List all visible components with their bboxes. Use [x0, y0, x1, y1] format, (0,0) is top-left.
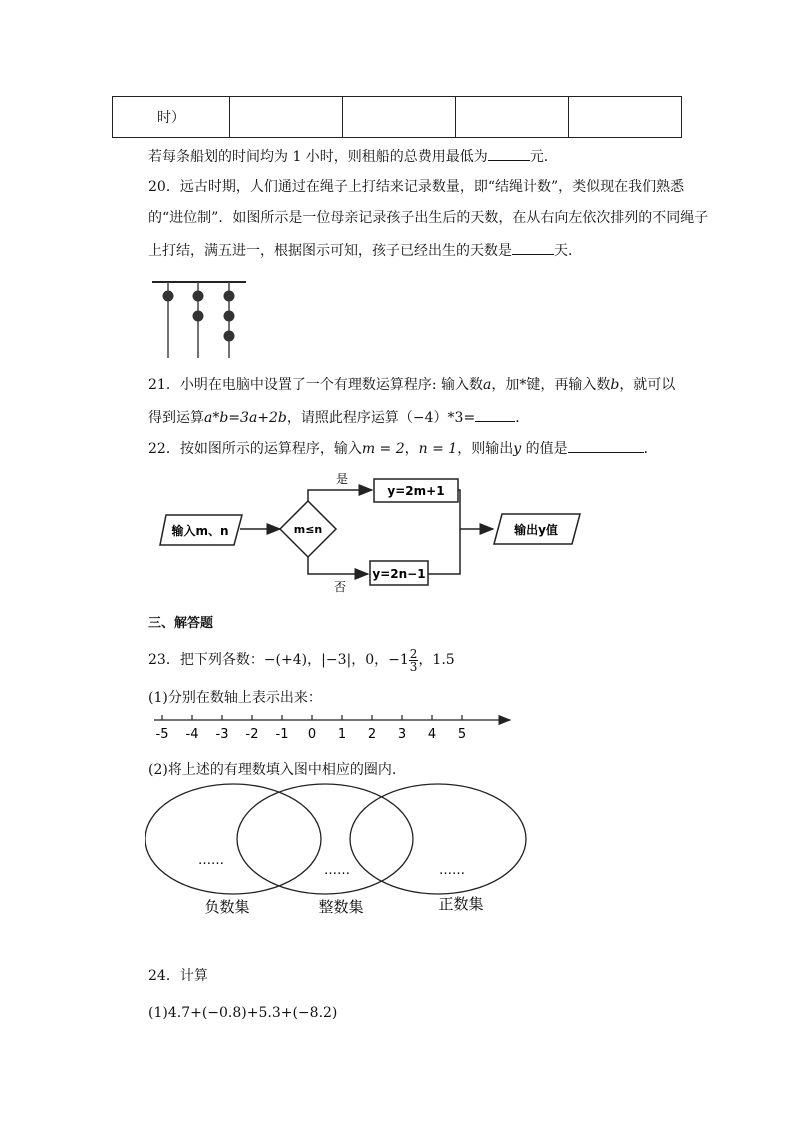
q19-suffix: 元．	[529, 149, 558, 165]
axis-tick-label: 1	[337, 727, 347, 742]
section-title: 三、解答题	[148, 616, 214, 631]
rope-knot	[193, 291, 204, 302]
rope-knot	[224, 311, 235, 322]
q23-line	[148, 647, 455, 673]
comma: ，	[418, 652, 433, 668]
venn-dots: ……	[324, 863, 350, 878]
table-cell	[456, 97, 569, 138]
q20-line3	[148, 240, 582, 261]
operation-flowchart	[150, 465, 590, 600]
q22-sep: ，	[404, 441, 419, 457]
axis-tick-label: -5	[155, 727, 169, 742]
q23-part1: (1)分别在数轴上表示出来：	[148, 690, 322, 706]
axis-tick-label: 3	[397, 727, 407, 742]
q20-line3-text: 上打结，满五进一，根据图示可知，孩子已经出生的天数是	[148, 243, 512, 259]
q21-text-c: ，就可以	[619, 377, 676, 393]
number-3: 0	[365, 652, 375, 668]
axis-tick-label: 0	[307, 727, 317, 742]
q21-suffix: ．	[515, 410, 530, 426]
table-cell	[569, 97, 682, 138]
var-a: a	[482, 377, 492, 393]
yes-arrow	[308, 490, 372, 501]
fraction-numerator: 2	[409, 646, 418, 661]
table-cell	[230, 97, 343, 138]
venn-label-integer: 整数集	[318, 898, 364, 916]
number-1: −(+4)	[263, 652, 308, 668]
q23-lead: 23．把下列各数：	[148, 652, 264, 668]
q21-line1	[148, 375, 675, 395]
q21-expression: a*b=3a+2b	[204, 410, 287, 426]
axis-tick-label: -1	[275, 727, 289, 742]
table-cell	[343, 97, 456, 138]
q21-text-b: ，加*键，再输入数	[491, 377, 611, 393]
no-arrow	[308, 557, 368, 574]
answer-blank[interactable]	[488, 146, 530, 161]
axis-tick-label: -2	[245, 727, 259, 742]
number-line[interactable]	[150, 708, 520, 744]
fraction-denominator: 3	[409, 659, 418, 674]
venn-dots: ……	[198, 853, 224, 868]
knot-rope-figure	[148, 276, 250, 360]
venn-label-negative: 负数集	[204, 898, 250, 916]
q22-text-c: 的值是	[521, 441, 568, 457]
q24-title: 24．计算	[148, 968, 208, 984]
venn-label-positive: 正数集	[438, 895, 484, 913]
comma: ，	[351, 652, 366, 668]
rope-knot	[224, 331, 235, 342]
q20-line2: 的“进位制”．如图所示是一位母亲记录孩子出生后的天数，在从右向左依次排列的不同绳子	[148, 210, 709, 226]
axis-tick-label: 2	[367, 727, 377, 742]
q22-line	[148, 438, 658, 459]
q20-suffix: 天．	[554, 243, 582, 259]
number-2: |−3|	[321, 652, 352, 668]
q22-text-a: 22．按如图所示的运算程序，输入	[148, 441, 362, 457]
yes-box-label: y=2m+1	[387, 484, 445, 498]
axis-tick-label: 5	[457, 727, 467, 742]
var-y: y	[513, 441, 522, 457]
no-box-label: y=2n−1	[372, 567, 426, 581]
number-4-integer: −1	[388, 652, 409, 668]
q22-text-b: ，则输出	[457, 441, 514, 457]
q19-text: 若每条船划的时间均为 1 小时，则租船的总费用最低为	[148, 149, 488, 165]
positive-set-ellipse[interactable]	[350, 784, 526, 894]
condition-label: m≤n	[293, 523, 323, 536]
venn-diagram[interactable]	[145, 782, 535, 922]
q23-part2: (2)将上述的有理数填入图中相应的圈内.	[148, 762, 397, 778]
axis-tick-label: 4	[427, 727, 437, 742]
yes-label: 是	[335, 472, 349, 486]
output-label: 输出y值	[514, 523, 558, 537]
q21-line2	[148, 407, 529, 428]
q22-suffix: ．	[643, 441, 658, 457]
no-label: 否	[333, 580, 347, 594]
var-b: b	[610, 377, 620, 393]
answer-blank[interactable]	[568, 438, 644, 453]
rope-knot	[224, 291, 235, 302]
comma: ，	[307, 652, 322, 668]
answer-blank[interactable]	[475, 407, 515, 422]
table-cell: 时）	[113, 97, 230, 138]
comma: ，	[374, 652, 389, 668]
axis-tick-label: -3	[215, 727, 229, 742]
m-value: m = 2	[361, 441, 405, 457]
q21-text-a: 21．小明在电脑中设置了一个有理数运算程序: 输入数	[148, 377, 483, 393]
venn-dots: ……	[439, 863, 465, 878]
number-5: 1.5	[432, 652, 455, 668]
rope-knot	[163, 291, 174, 302]
axis-tick-label: -4	[185, 727, 199, 742]
negative-set-ellipse[interactable]	[145, 784, 321, 894]
input-label: 输入m、n	[171, 524, 229, 538]
price-table-row	[112, 96, 682, 138]
q19-question-tail	[148, 146, 558, 167]
q21-text-e: ，请照此程序运算（−4）*3=	[286, 410, 476, 426]
q24-part1: (1)4.7+(−0.8)+5.3+(−8.2)	[148, 1005, 338, 1021]
rope-knot	[193, 311, 204, 322]
number-4-fraction	[409, 648, 419, 673]
n-value: n = 1	[418, 441, 458, 457]
q20-line1: 20．远古时期，人们通过在绳子上打结来记录数量，即“结绳计数”，类似现在我们熟悉	[148, 179, 685, 195]
answer-blank[interactable]	[512, 240, 554, 255]
q21-text-d: 得到运算	[148, 410, 204, 426]
